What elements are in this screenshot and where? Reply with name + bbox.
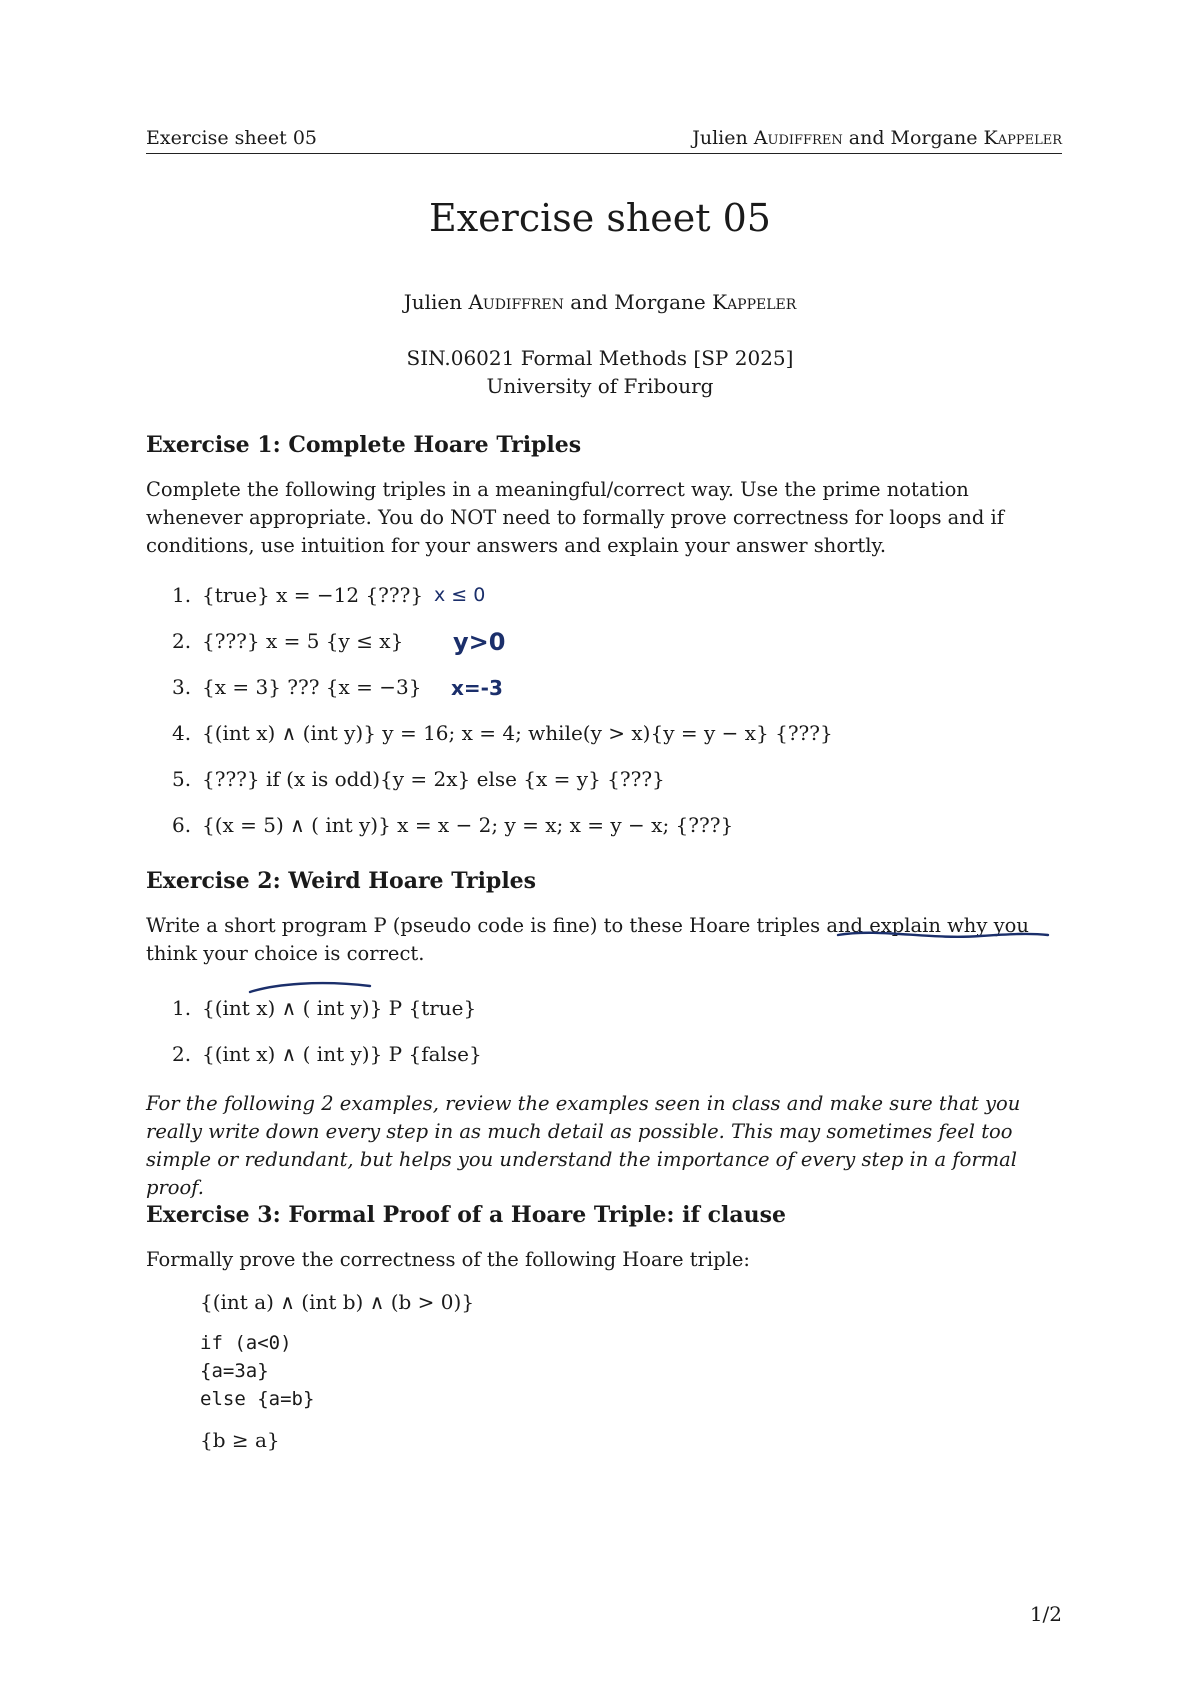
ex1-item-3: 3. {x = 3} ??? {x = −3} bbox=[172, 675, 422, 699]
ex1-item-6: 6. {(x = 5) ∧ ( int y)} x = x − 2; y = x; x = y − x; {???} bbox=[172, 813, 734, 837]
page-number: 1/2 bbox=[1029, 1602, 1062, 1626]
university: University of Fribourg bbox=[486, 374, 714, 398]
authors-line: Julien Audiffren and Morgane Kappeler bbox=[403, 290, 797, 314]
header-left: Exercise sheet 05 bbox=[146, 127, 317, 149]
code-line-else: else {a=b} bbox=[200, 1388, 315, 1410]
document-title: Exercise sheet 05 bbox=[429, 196, 771, 240]
instructions-note: For the following 2 examples, review the examples seen in class and make sure that you really write down every step in as much detail as possible. This may sometimes feel too simple or redundant, but helps you understand the importance of every step in a formal proof. bbox=[146, 1092, 1021, 1199]
exercise-3-intro: Formally prove the correctness of the following Hoare triple: bbox=[146, 1248, 750, 1271]
ex2-item-1: 1. {(int x) ∧ ( int y)} P {true} bbox=[172, 996, 477, 1020]
ex2-item-2: 2. {(int x) ∧ ( int y)} P {false} bbox=[172, 1042, 482, 1066]
ex1-item-4: 4. {(int x) ∧ (int y)} y = 16; x = 4; while(y > x){y = y − x} {???} bbox=[172, 721, 833, 745]
exercise-2-heading: Exercise 2: Weird Hoare Triples bbox=[146, 868, 537, 894]
handwritten-answer-1: x ≤ 0 bbox=[434, 584, 486, 606]
handwritten-overline bbox=[250, 983, 370, 992]
code-line-then: {a=3a} bbox=[200, 1360, 269, 1382]
exercise-1-intro: Complete the following triples in a meaningful/correct way. Use the prime notation whenever appropriate. You do NOT need to formally prove correctness for loops and if conditions, use intuition for your answers and explain your answer shortly. bbox=[146, 478, 1004, 557]
ex1-item-1: 1. {true} x = −12 {???} bbox=[172, 583, 424, 607]
handwritten-underline bbox=[838, 933, 1048, 937]
code-line-if: if (a<0) bbox=[200, 1332, 292, 1354]
exercise-1-heading: Exercise 1: Complete Hoare Triples bbox=[146, 432, 582, 458]
exercise-3-heading: Exercise 3: Formal Proof of a Hoare Triple: if clause bbox=[146, 1202, 786, 1228]
course-code: SIN.06021 Formal Methods [SP 2025] bbox=[406, 346, 794, 370]
precondition: {(int a) ∧ (int b) ∧ (b > 0)} bbox=[200, 1290, 475, 1314]
ex1-item-2: 2. {???} x = 5 {y ≤ x} bbox=[172, 629, 404, 653]
handwritten-answer-2: y>0 bbox=[453, 628, 506, 656]
ex1-item-5: 5. {???} if (x is odd){y = 2x} else {x = y} {???} bbox=[172, 767, 665, 791]
header-authors: Julien Audiffren and Morgane Kappeler bbox=[692, 127, 1062, 149]
exercise-2-intro: Write a short program P (pseudo code is fine) to these Hoare triples and explain why you think your choice is correct. bbox=[146, 914, 1029, 965]
postcondition: {b ≥ a} bbox=[200, 1428, 280, 1452]
handwritten-answer-3: x=-3 bbox=[451, 676, 503, 700]
